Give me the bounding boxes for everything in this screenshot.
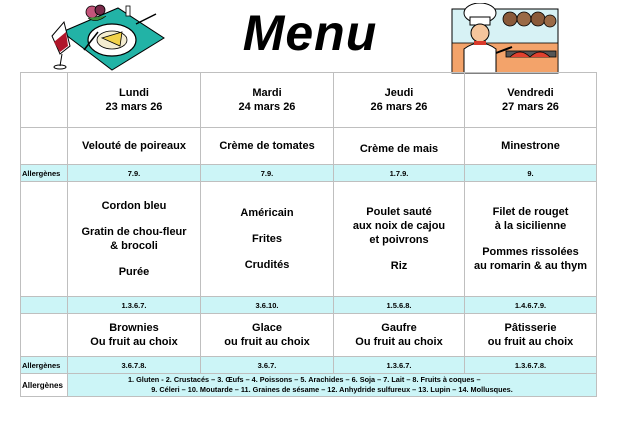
main-course-row bbox=[21, 182, 597, 297]
page-title: Menu bbox=[242, 5, 378, 61]
dining-table-clipart-icon bbox=[48, 2, 166, 72]
allergen-cell: 3.6.7. bbox=[201, 357, 334, 374]
allergen-legend-row bbox=[21, 374, 597, 397]
allergen-cell: 1.7.9. bbox=[334, 165, 465, 182]
allergen-label: Allergènes bbox=[21, 357, 68, 374]
day-header-vendredi: Vendredi 27 mars 26 bbox=[465, 73, 597, 128]
day-header-lundi: Lundi 23 mars 26 bbox=[68, 73, 201, 128]
menu-table bbox=[20, 72, 597, 397]
day-header-jeudi: Jeudi 26 mars 26 bbox=[334, 73, 465, 128]
allergen-cell: 9. bbox=[465, 165, 597, 182]
allergen-cell: 1.3.6.7. bbox=[334, 357, 465, 374]
starter-cell: Crème de tomates bbox=[201, 128, 334, 165]
dessert-row bbox=[21, 314, 597, 357]
dessert-cell: Glace ou fruit au choix bbox=[201, 314, 334, 357]
allergen-cell: 1.4.6.7.9. bbox=[465, 297, 597, 314]
corner-cell bbox=[21, 128, 68, 165]
dessert-cell: Brownies Ou fruit au choix bbox=[68, 314, 201, 357]
corner-cell bbox=[21, 314, 68, 357]
dessert-cell: Gaufre Ou fruit au choix bbox=[334, 314, 465, 357]
starter-cell: Crème de mais bbox=[334, 128, 465, 165]
starter-allergen-row bbox=[21, 165, 597, 182]
days-header-row bbox=[21, 73, 597, 128]
allergen-cell: 3.6.7.8. bbox=[68, 357, 201, 374]
allergen-cell: 7.9. bbox=[68, 165, 201, 182]
allergen-label: Allergènes bbox=[21, 374, 68, 397]
starter-cell: Velouté de poireaux bbox=[68, 128, 201, 165]
dessert-allergen-row bbox=[21, 357, 597, 374]
allergen-cell: 1.5.6.8. bbox=[334, 297, 465, 314]
allergen-cell: 7.9. bbox=[201, 165, 334, 182]
allergen-label: Allergènes bbox=[21, 165, 68, 182]
main-cell: Filet de rouget à la sicilienne Pommes rissolées au romarin & au thym bbox=[465, 182, 597, 297]
day-header-mardi: Mardi 24 mars 26 bbox=[201, 73, 334, 128]
main-cell: Poulet sauté aux noix de cajou et poivrons Riz bbox=[334, 182, 465, 297]
starter-row bbox=[21, 128, 597, 165]
chef-cooking-clipart-icon bbox=[450, 3, 562, 75]
allergen-cell: 3.6.10. bbox=[201, 297, 334, 314]
allergen-cell: 1.3.6.7.8. bbox=[465, 357, 597, 374]
allergen-cell: 1.3.6.7. bbox=[68, 297, 201, 314]
allergen-legend: 1. Gluten - 2. Crustacés – 3. Œufs – 4. Poissons – 5. Arachides – 6. Soja – 7. Lait – 8. Fruits à coques – 9. Céleri – 10. Moutarde – 11. Graines de sésame – 12. Anhydride sulfureux – 13. Lupin – 14. Mollusques. bbox=[68, 374, 597, 397]
main-allergen-row bbox=[21, 297, 597, 314]
main-cell: Américain Frites Crudités bbox=[201, 182, 334, 297]
corner-cell bbox=[21, 73, 68, 128]
corner-cell bbox=[21, 297, 68, 314]
main-cell: Cordon bleu Gratin de chou-fleur & brocoli Purée bbox=[68, 182, 201, 297]
corner-cell bbox=[21, 182, 68, 297]
starter-cell: Minestrone bbox=[465, 128, 597, 165]
dessert-cell: Pâtisserie ou fruit au choix bbox=[465, 314, 597, 357]
